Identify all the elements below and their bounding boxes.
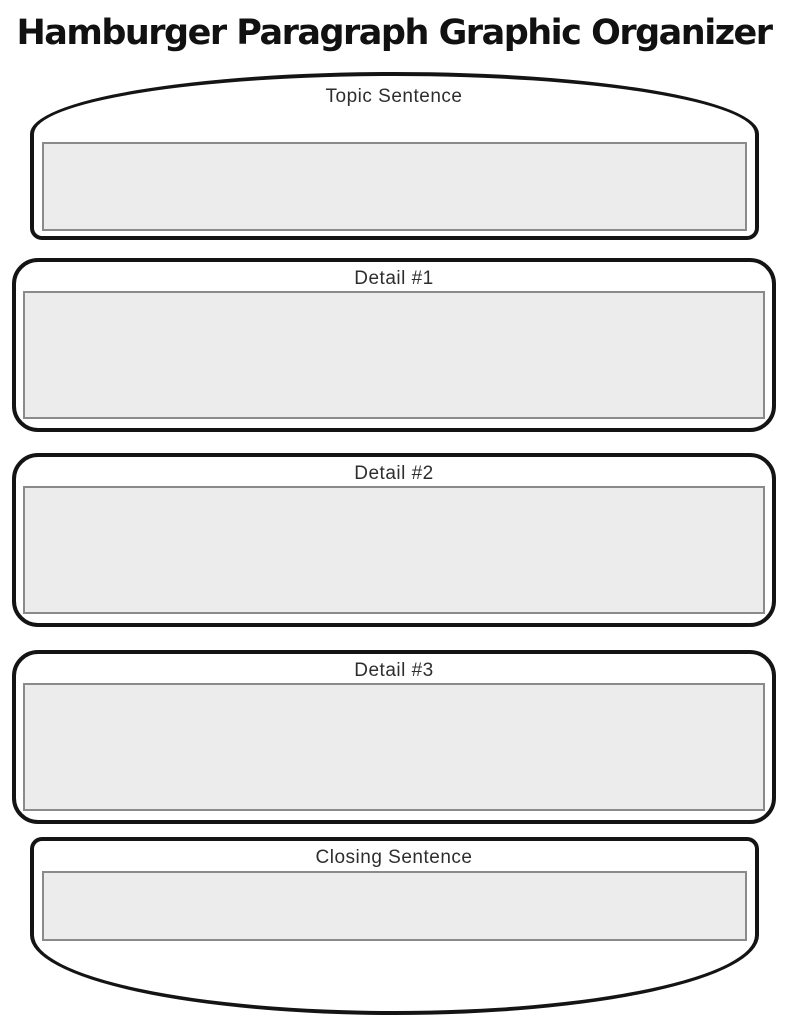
page-title: Hamburger Paragraph Graphic Organizer — [16, 13, 772, 53]
detail-2-card — [12, 453, 776, 627]
detail-3-label: Detail #3 — [354, 660, 434, 681]
closing-sentence-input[interactable] — [42, 871, 747, 941]
detail-2-label: Detail #2 — [354, 463, 434, 484]
detail-1-card — [12, 258, 776, 432]
topic-sentence-input[interactable] — [42, 142, 747, 231]
top-bun-shape — [30, 72, 759, 240]
topic-sentence-label: Topic Sentence — [325, 86, 463, 107]
detail-2-input[interactable] — [23, 486, 765, 614]
detail-3-card — [12, 650, 776, 824]
closing-sentence-label: Closing Sentence — [315, 847, 473, 868]
detail-3-input[interactable] — [23, 683, 765, 811]
detail-1-label: Detail #1 — [354, 268, 434, 289]
detail-1-input[interactable] — [23, 291, 765, 419]
bottom-bun-shape — [30, 837, 759, 1015]
